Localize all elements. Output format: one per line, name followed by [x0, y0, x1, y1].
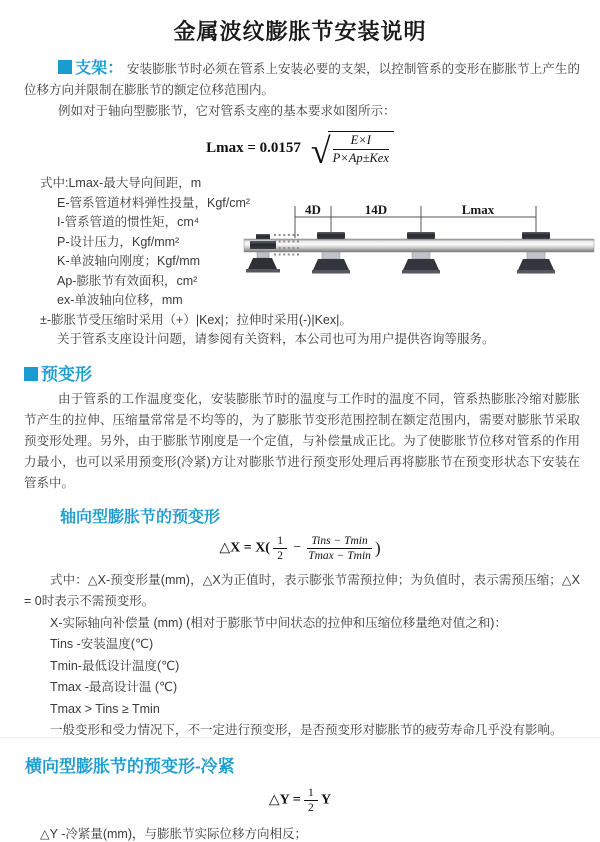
- half-numerator: 1: [304, 787, 318, 801]
- radical-icon: √: [310, 130, 331, 171]
- axial-explain-paragraph: 式中：△X-预变形量(mm)，△X为正值时，表示膨张节需预拉伸；为负值时，表示需预压缩；△X = 0时表示不需预变形。: [24, 572, 580, 608]
- predeform-section-heading: 预变形: [41, 364, 92, 384]
- dim-label-lmax: Lmax: [461, 202, 495, 217]
- pipe-support-diagram: [244, 201, 596, 297]
- definition-line: E-管系管道材料弹性投量，Kgf/cm²: [57, 195, 251, 210]
- axial-line: Tmax > Tins ≥ Tmin: [50, 701, 160, 716]
- minus-operator: −: [293, 540, 302, 555]
- lateral-predeform-formula: [0, 787, 600, 814]
- axial-line: Tins -安装温度(℃): [50, 637, 154, 651]
- predeform-body-paragraph: 由于管系的工作温度变化，安装膨胀节时的温度与工作时的温度不同，管系热膨胀冷缩对膨胀节产生的拉伸、压缩量常常是不均等的，为了膨胀节变形范围控制在额定范围内，需要对膨胀节采取预变形处理。另外，由于膨胀节刚度是一个定值，与补偿量成正比。为了使膨胀节位移对管系的作用力最小，也可以采用预变形(冷紧)方让对膨胀节进行预变形处理后再将膨胀节在预变形状态下安装在管系中。: [24, 391, 580, 490]
- definition-line: I-管系管道的惯性矩，cm⁴: [57, 215, 200, 229]
- definitions-zone: [0, 174, 600, 350]
- definition-line: 式中:Lmax-最大导向间距，m: [40, 176, 202, 190]
- half-numerator: 1: [273, 535, 287, 549]
- support-intro-paragraph: [24, 58, 580, 101]
- lateral-note: △Y -冷紧量(mm)，与膨胀节实际位移方向相反；: [40, 826, 308, 841]
- axial-line: X-实际轴向补偿量 (mm) (相对于膨胀节中间状态的拉伸和压缩位移量绝对值之和)：: [50, 615, 507, 630]
- axial-predeform-formula: [0, 535, 600, 562]
- square-root-radical: [310, 130, 394, 171]
- temp-numerator: Tins − Tmin: [307, 535, 371, 549]
- dim-label-14d: 14D: [364, 202, 388, 217]
- temp-denominator: Tmax − Tmin: [308, 549, 371, 562]
- axial-line: Tmax -最高设计温 (℃): [50, 680, 178, 694]
- definition-line: P-设计压力，Kgf/mm²: [57, 234, 180, 249]
- lateral-formula-lhs: △Y =: [268, 791, 301, 807]
- half-denominator: 2: [307, 801, 314, 814]
- formula-fraction: [333, 133, 389, 166]
- axial-line: Tmin-最低设计温度(℃): [50, 658, 180, 673]
- definition-line: Ap-膨胀节有效面积，cm²: [57, 273, 198, 288]
- section-square-icon: [24, 367, 38, 381]
- one-half-fraction: [304, 787, 318, 814]
- support-example-line: 例如对于轴向型膨胀节，它对管系支座的基本要求如图所示：: [58, 104, 396, 118]
- fraction-numerator: E×I: [333, 133, 389, 150]
- pipe: [244, 239, 594, 252]
- definition-line: ±-膨胀节受压缩时采用（+）|Kex|；拉伸时采用(-)|Kex|。: [40, 312, 352, 327]
- pipe-support: [517, 232, 555, 274]
- section-square-icon: [58, 60, 72, 74]
- support-section-heading: 支架：: [75, 60, 124, 77]
- pipe-support: [312, 232, 350, 274]
- axial-line: 一般变形和受力情况下，不一定进行预变形，是否预变形对膨胀节的疲劳寿命几乎没有影响。: [50, 723, 563, 737]
- lateral-formula-rhs: Y: [320, 791, 332, 807]
- definition-line: ex-单波轴向位移，mm: [57, 293, 183, 307]
- definition-line: K-单波轴向刚度；Kgf/mm: [57, 254, 201, 268]
- lateral-subsection-heading: 横向型膨胀节的预变形-冷紧: [25, 756, 235, 776]
- page-title: 金属波纹膨胀节安装说明: [173, 19, 427, 44]
- support-intro-text: 安装膨胀节时必须在管系上安装必要的支架，以控制管系的变形在膨胀节上产生的位移方向并限制在膨胀节的额定位移范围内。: [24, 62, 580, 97]
- formula-lhs: Lmax = 0.0157: [206, 140, 301, 157]
- definition-line: 关于管系支座设计问题，请参阅有关资料，本公司也可为用户提供咨询等服务。: [57, 332, 495, 346]
- pipe-support: [402, 232, 440, 274]
- fraction-denominator: P×Ap±Kex: [332, 151, 389, 165]
- predeform-section-heading-row: [24, 360, 600, 385]
- dim-label-4d: 4D: [305, 202, 321, 217]
- guide-spacing-formula: [0, 130, 600, 171]
- half-denominator: 2: [277, 549, 283, 562]
- close-paren: ): [374, 538, 381, 557]
- axial-formula-lhs: △X = X(: [219, 539, 270, 555]
- axial-subsection-heading: 轴向型膨胀节的预变形: [60, 508, 221, 526]
- temperature-fraction: [307, 535, 371, 562]
- one-half-fraction: [273, 535, 287, 562]
